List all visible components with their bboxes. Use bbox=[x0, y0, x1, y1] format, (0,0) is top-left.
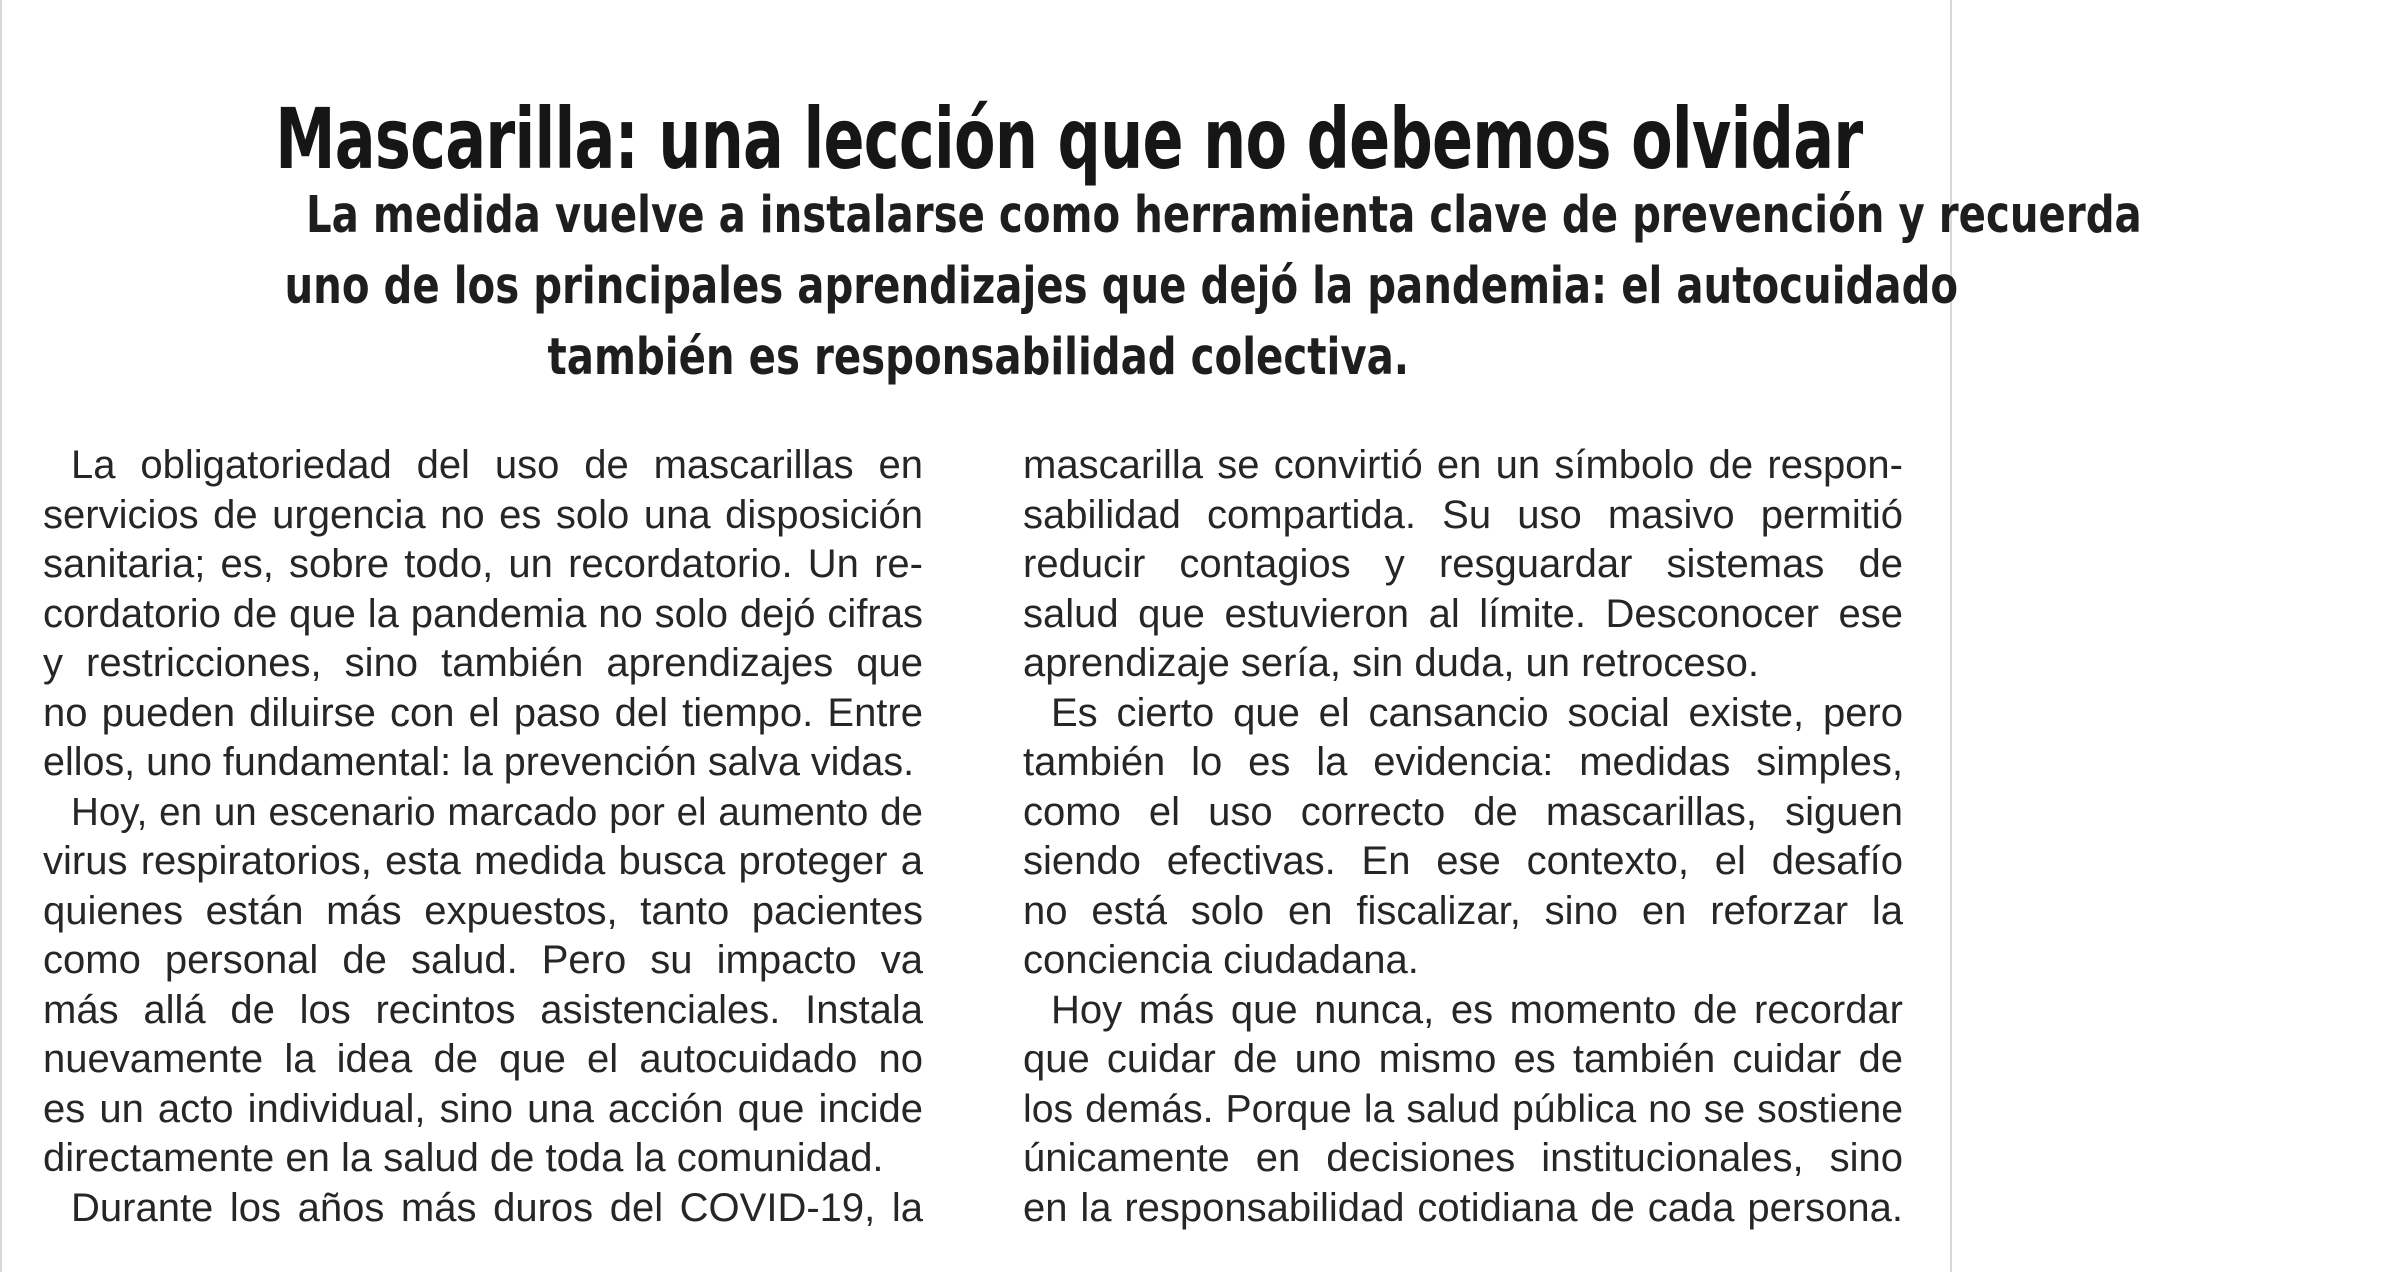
text-line: quienes están más expuestos, tanto pacientes bbox=[43, 888, 923, 933]
text-line: no está solo en fiscalizar, sino en reforzar la bbox=[1023, 888, 1903, 933]
text-line: que cuidar de uno mismo es también cuidar de bbox=[1023, 1037, 1903, 1081]
text-line: directamente en la salud de toda la comunidad. bbox=[43, 1136, 884, 1180]
subhead-line: uno de los principales aprendizajes que dejó la pandemia: el autocuidado bbox=[284, 257, 1959, 316]
text-line: es un acto individual, sino una acción que incide bbox=[43, 1086, 923, 1131]
article-subhead bbox=[62, 180, 2142, 393]
subhead-line: La medida vuelve a instalarse como herramienta clave de prevención y recuerda bbox=[305, 186, 2142, 245]
text-line: como el uso correcto de mascarillas, siguen bbox=[1023, 789, 1903, 834]
text-line: los demás. Porque la salud pública no se sostiene bbox=[1023, 1087, 1903, 1131]
article-column-left bbox=[43, 441, 923, 1233]
text-line: más allá de los recintos asistenciales. Instala bbox=[43, 987, 923, 1032]
text-line: no pueden diluirse con el paso del tiempo. Entre bbox=[43, 690, 923, 735]
text-line: únicamente en decisiones institucionales, sino bbox=[1023, 1136, 1903, 1180]
text-line: mascarilla se convirtió en un símbolo de respon- bbox=[1023, 443, 1903, 487]
text-line: Hoy, en un escenario marcado por el aumento de bbox=[71, 790, 923, 834]
article-column-right bbox=[1023, 441, 1903, 1233]
text-line: aprendizaje sería, sin duda, un retroceso. bbox=[1023, 641, 1759, 685]
subhead-line: también es responsabilidad colectiva. bbox=[547, 328, 1409, 387]
text-line: ellos, uno fundamental: la prevención salva vidas. bbox=[43, 740, 915, 784]
text-line: conciencia ciudadana. bbox=[1023, 938, 1419, 982]
text-line: sabilidad compartida. Su uso masivo permitió bbox=[1023, 492, 1903, 537]
text-line: en la responsabilidad cotidiana de cada persona. bbox=[1023, 1185, 1903, 1230]
text-line: servicios de urgencia no es solo una disposición bbox=[43, 492, 923, 537]
text-line: virus respiratorios, esta medida busca proteger a bbox=[43, 839, 923, 883]
text-line: cordatorio de que la pandemia no solo dejó cifras bbox=[43, 591, 923, 636]
text-line: Durante los años más duros del COVID-19, la bbox=[71, 1185, 923, 1230]
text-line: nuevamente la idea de que el autocuidado no bbox=[43, 1037, 923, 1081]
text-line: La obligatoriedad del uso de mascarillas en bbox=[71, 443, 923, 487]
text-line: como personal de salud. Pero su impacto va bbox=[43, 938, 923, 982]
text-line: también lo es la evidencia: medidas simples, bbox=[1023, 740, 1903, 784]
text-line: reducir contagios y resguardar sistemas de bbox=[1023, 542, 1903, 586]
article-headline: Mascarilla: una lección que no debemos olvidar bbox=[275, 90, 1863, 189]
text-line: sanitaria; es, sobre todo, un recordatorio. Un re- bbox=[43, 542, 923, 586]
text-line: Es cierto que el cansancio social existe, pero bbox=[1051, 690, 1903, 735]
text-line: siendo efectivas. En ese contexto, el desafío bbox=[1023, 839, 1903, 883]
text-line: y restricciones, sino también aprendizajes que bbox=[43, 641, 923, 685]
text-line: salud que estuvieron al límite. Desconocer ese bbox=[1023, 591, 1903, 636]
text-line: Hoy más que nunca, es momento de recordar bbox=[1051, 987, 1903, 1032]
